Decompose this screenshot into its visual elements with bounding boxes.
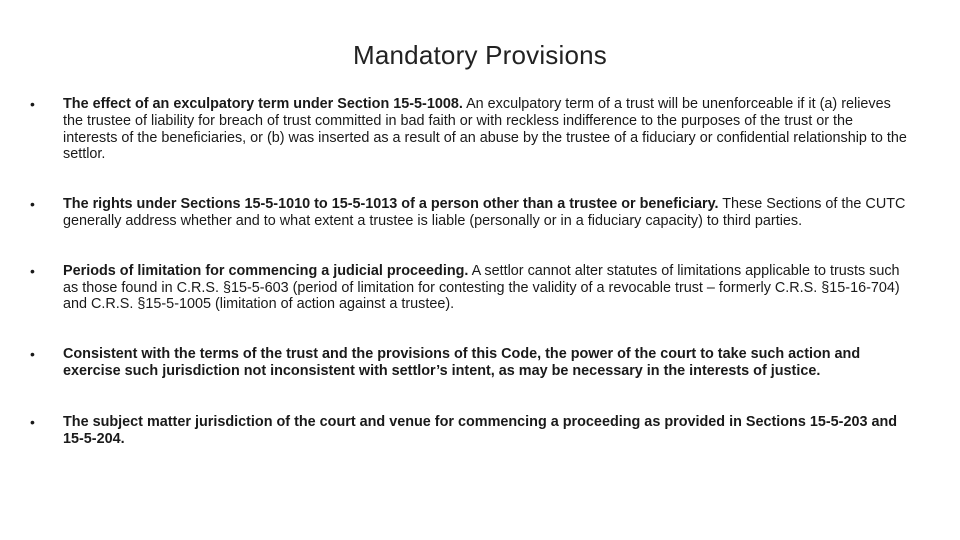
slide-title: Mandatory Provisions	[353, 40, 607, 70]
bullet-body: A settlor cannot alter statutes of limitations applicable to trusts such as those found in C.R.S. §15-5-603 (period of limitation for contesting the validity of a revocable trust – formerly C.R.S. §15-16-704) and C.R.S. §15-5-1005 (limitation of action against a trustee).	[63, 262, 900, 313]
bullet-body: These Sections of the CUTC generally address whether and to what extent a trustee is liable (personally or in a fiduciary capacity) to third parties.	[63, 196, 906, 229]
bullet-icon: •	[30, 413, 35, 430]
bullet-lead: The rights under Sections 15-5-1010 to 15-5-1013 of a person other than a trustee or beneficiary.	[63, 196, 719, 213]
bullet-body: An exculpatory term of a trust will be unenforceable if it (a) relieves the trustee of liability for breach of trust committed in bad faith or with reckless indifference to the purposes of the trust or the interests of the beneficiaries, or (b) was inserted as a result of an abuse by the trustee of a fiduciary or confidential relationship to the settlor.	[63, 96, 907, 163]
bullet-list	[30, 96, 910, 447]
bullet-lead: The subject matter jurisdiction of the court and venue for commencing a proceeding as provided in Sections 15-5-203 and 15-5-204.	[63, 413, 898, 447]
bullet-icon: •	[30, 196, 35, 213]
bullet-lead: Consistent with the terms of the trust and the provisions of this Code, the power of the court to take such action and exercise such jurisdiction not inconsistent with settlor’s intent, as may be necessary in the interests of justice.	[63, 346, 861, 379]
list-item	[30, 263, 910, 313]
bullet-icon: •	[30, 96, 35, 112]
list-item	[30, 414, 910, 448]
list-item	[30, 196, 910, 230]
list-item	[30, 346, 910, 380]
bullet-icon: •	[30, 262, 35, 279]
list-item	[30, 96, 910, 163]
bullet-lead: The effect of an exculpatory term under Section 15-5-1008.	[63, 96, 463, 112]
bullet-lead: Periods of limitation for commencing a judicial proceeding.	[63, 262, 469, 279]
bullet-icon: •	[30, 346, 35, 363]
